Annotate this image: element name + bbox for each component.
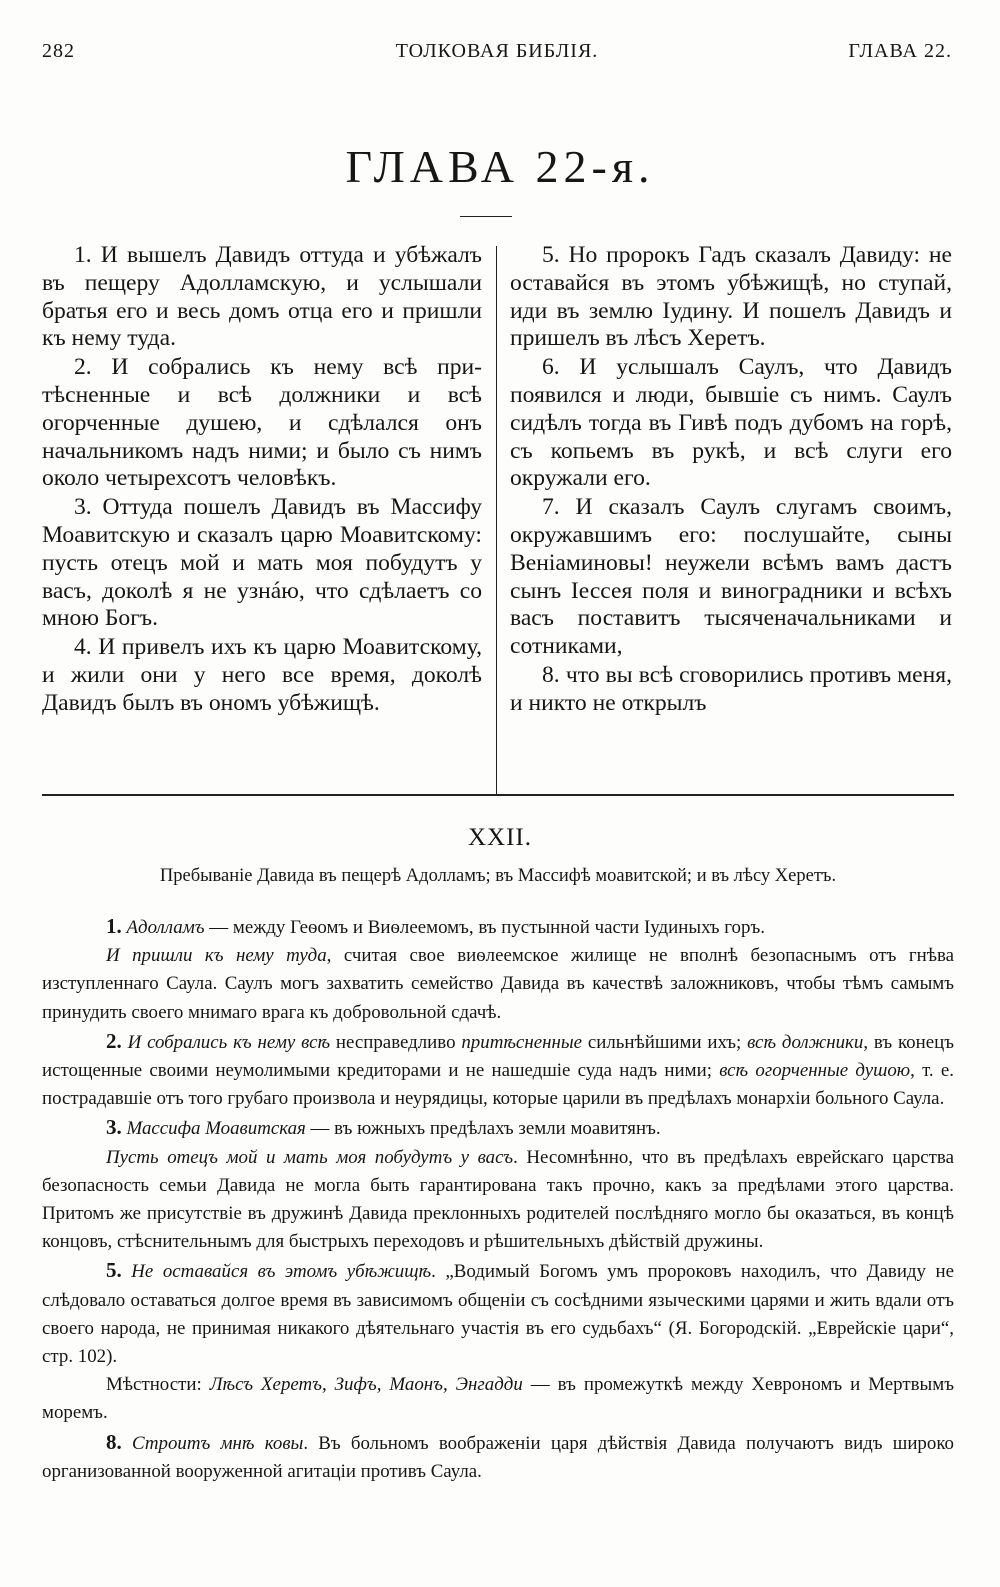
commentary-text: , считая свое виѳлеемское жилище не вполнѣ безопаснымъ отъ гнѣва изступленнаго Саула. Саулъ могъ захватить семейство Давида въ качествѣ заложниковъ, чтобы тѣмъ самымъ принудить своего мнимаго врага къ добровольной сдачѣ. [42,945,954,1023]
commentary-text: — въ промежуткѣ между Хеврономъ и Мертвымъ моремъ. [42,1374,954,1424]
commentary-paragraph [42,942,954,1027]
verse-2: 2. И собрались къ нему всѣ притѣсненные и всѣ должники и всѣ огорченные душею, и сдѣлался онъ начальникомъ надъ ними; и было съ нимъ около четырехсотъ человѣкъ. [42,354,482,492]
commentary-text: , т. е. пострадавшіе отъ того грубаго произвола и неурядицы, которые царили въ предѣлахъ монархіи больного Саула. [42,1060,954,1110]
verse-6: 6. И услышалъ Саулъ, что Давидъ появился и люди, бывшіе съ нимъ. Саулъ сидѣлъ тогда въ Гивѣ подъ дубомъ на горѣ, съ копьемъ въ рукѣ, и всѣ слуги его окружали его. [510,354,952,492]
running-header [42,40,952,72]
commentary-paragraph [42,1027,954,1114]
commentary-text: . Въ больномъ воображеніи царя дѣйствія Давида получаютъ видъ широко организованной вооруженной агитаціи противъ Саула. [42,1432,954,1482]
scripture-column-right [510,242,952,794]
commentary-text: . „Водимый Богомъ умъ пророковъ находилъ, что Давиду не слѣдовало оставаться долгое время въ зависимомъ общеніи съ сосѣдними языческими царями и жить вдали отъ своего народа, не принимая никакого дѣятельнаго участія въ его судьбахъ“ (Я. Богородскій. „Еврейскіе цари“, стр. 102). [42,1261,954,1368]
commentary-text: сильнѣйшими ихъ; [582,1031,748,1053]
verse-8: 8. что вы всѣ сговорились противъ меня, и никто не открылъ [510,661,952,716]
italic-term: притѣсненные [461,1031,582,1053]
italic-term: Адолламъ [126,917,205,938]
commentary-text: — между Геѳомъ и Виѳлеемомъ, въ пустынной части Іудиныхъ горъ. [204,917,765,938]
column-divider [496,246,497,794]
chapter-reference: ГЛАВА 22. [848,40,952,62]
commentary-text: Мѣстности: [106,1374,210,1396]
page-number: 282 [42,40,75,62]
commentary-text: — въ южныхъ предѣлахъ земли моавитянъ. [305,1118,661,1140]
italic-term: Не оставайся въ этомъ убѣжищѣ [131,1261,432,1283]
verse-3: 3. Оттуда пошелъ Давидъ въ Массифу Моавитскую и сказалъ царю Моавитскому: пусть отецъ мой и мать моя побудутъ у васъ, доколѣ я не узнáю, что сдѣлаетъ со мною Богъ. [42,494,482,632]
italic-term: Массифа Моавитская [126,1118,306,1140]
commentary-paragraph [42,1113,954,1143]
italic-term: всѣ должники [747,1031,864,1053]
italic-term: Лѣсъ Херетъ, Зифъ, Маонъ, Энгадди [209,1374,523,1396]
scripture-columns [42,242,952,794]
commentary-text: . Несомнѣнно, что въ предѣлахъ еврейскаго царства безопасность семьи Давида не могла быть гарантирована такъ прочно, какъ за предѣлами этого царства. Притомъ же присутствіе въ дружинѣ Давида преклонныхъ родителей послѣдняго могло бы оказаться, въ концѣ концовъ, стѣснительнымъ для быстрыхъ переходовъ и рѣшительныхъ дѣйствій дружины. [42,1146,954,1253]
italic-term: И собрались къ нему всѣ [127,1031,331,1053]
verse-7: 7. И сказалъ Саулъ слугамъ своимъ, окружавшимъ его: послушайте, сыны Веніаминовы! неужели всѣмъ вамъ дастъ сынъ Іессея поля и виноградники и всѣхъ васъ поставитъ тысяченачальниками и сотниками, [510,494,952,660]
commentary-text: несправедливо [330,1031,462,1053]
commentary-paragraph [42,1144,954,1257]
verse-number: 8. [106,1429,122,1454]
verse-4: 4. И привелъ ихъ къ царю Моавитскому, и жили они у него все время, доколѣ Давидъ былъ въ ономъ убѣжищѣ. [42,634,482,716]
italic-term: Пусть отецъ мой и мать моя побудутъ у васъ [106,1146,514,1168]
verse-number: 2. [106,1028,122,1053]
verse-1: 1. И вышелъ Давидъ оттуда и убѣжалъ въ пещеру Адолламскую, и услышали братья его и весь домъ отца его и пришли къ нему туда. [42,242,482,352]
italic-term: И пришли къ нему туда [106,945,327,967]
running-title: ТОЛКОВАЯ БИБЛІЯ. [395,40,599,62]
italic-term: Строитъ мнѣ ковы [131,1432,304,1454]
verse-number: 1. [106,914,122,938]
scripture-column-left [42,242,482,794]
commentary-paragraph [42,912,954,942]
commentary-paragraph [42,1371,954,1427]
section-divider [42,794,954,796]
italic-term: всѣ огорченные душою [719,1060,911,1082]
verse-5: 5. Но пророкъ Гадъ сказалъ Давиду: не оставайся въ этомъ убѣжищѣ, но ступай, иди въ землю Іудину. И пошелъ Давидъ и пришелъ въ лѣсъ Херетъ. [510,242,952,352]
commentary-title: XXII. [467,824,532,851]
chapter-title: ГЛАВА 22-я. [345,141,655,192]
commentary-subtitle: Пребываніе Давида въ пещерѣ Адолламъ; въ Массифѣ моавитской; и въ лѣсу Херетъ. [159,866,837,886]
verse-number: 5. [106,1258,122,1283]
commentary-body [42,912,954,1532]
commentary-text: , въ конецъ истощенные своими неумолимыми кредиторами и не нашедшіе суда надъ ними; [42,1031,954,1082]
commentary-paragraph [42,1428,954,1486]
commentary-paragraph [42,1256,954,1371]
title-rule [460,216,512,217]
verse-number: 3. [106,1115,122,1140]
